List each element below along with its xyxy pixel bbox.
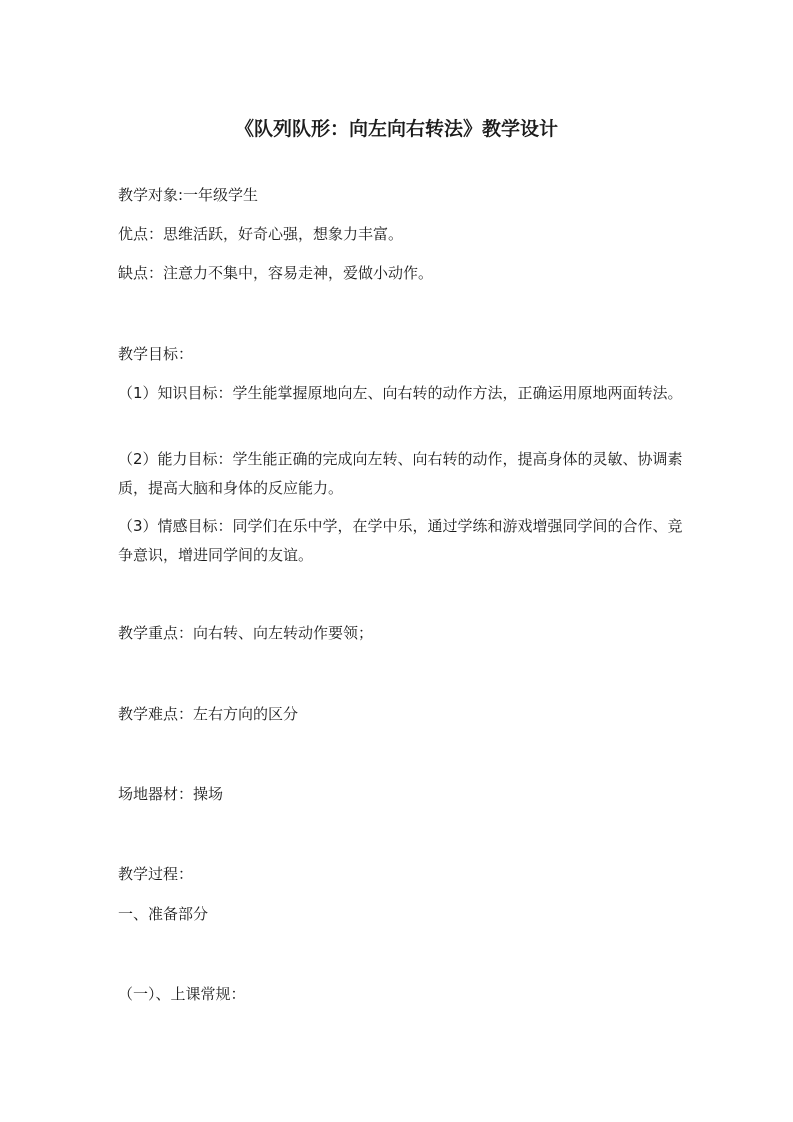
venue-line: 场地器材：操场 — [118, 785, 224, 803]
goal-knowledge: （1）知识目标：学生能掌握原地向左、向右转的动作方法，正确运用原地两面转法。 — [118, 384, 683, 402]
key-points-line: 教学重点：向右转、向左转动作要领； — [118, 624, 374, 642]
goal-ability: （2）能力目标：学生能正确的完成向左转、向右转的动作，提高身体的灵敏、协调素质，提高大脑和身体的反应能力。 — [118, 450, 683, 497]
weaknesses-line: 缺点：注意力不集中，容易走神，爱做小动作。 — [118, 264, 434, 282]
process-heading: 教学过程： — [118, 865, 194, 883]
part-one-heading: 一、准备部分 — [118, 905, 209, 923]
goal-emotion: （3）情感目标：同学们在乐中学，在学中乐，通过学练和游戏增强同学间的合作、竞争意识，增进同学间的友谊。 — [118, 517, 683, 564]
goals-heading: 教学目标： — [118, 345, 194, 363]
document-title: 《队列队形：向左向右转法》教学设计 — [234, 118, 558, 140]
difficulties-line: 教学难点：左右方向的区分 — [118, 705, 299, 723]
section-one-heading: （一）、上课常规： — [118, 985, 246, 1003]
teaching-target: 教学对象:一年级学生 — [118, 186, 259, 204]
strengths-line: 优点：思维活跃，好奇心强，想象力丰富。 — [118, 225, 404, 243]
